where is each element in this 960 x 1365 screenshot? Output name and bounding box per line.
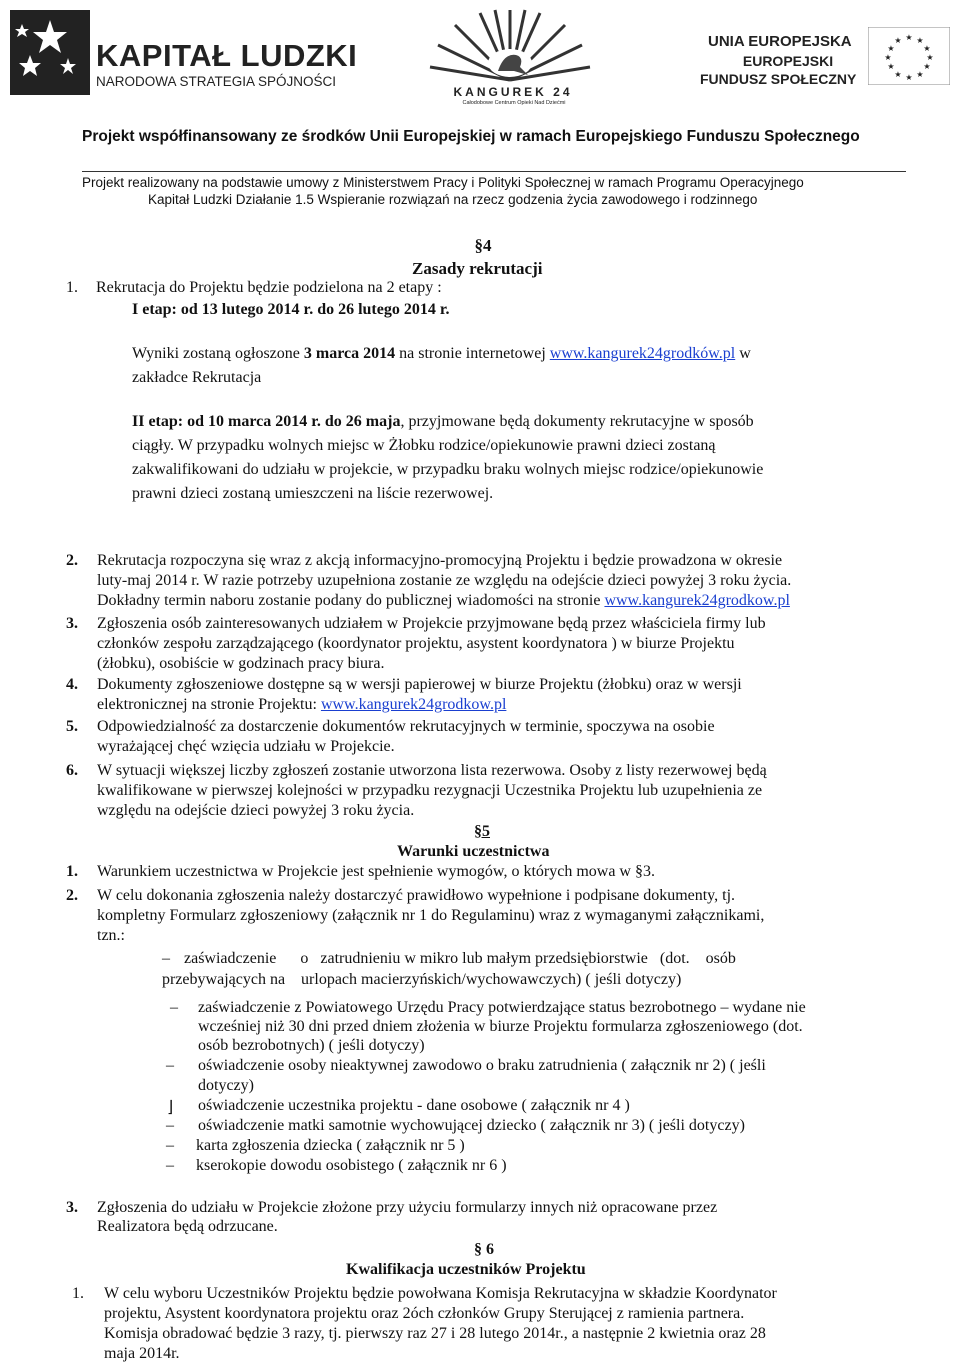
s5-bullet-3-dash: – bbox=[166, 1057, 174, 1074]
s5-p3-line2: Realizatora będą odrzucane. bbox=[97, 1218, 278, 1235]
s4-p2-number: 2. bbox=[66, 552, 78, 569]
s4-results-link[interactable]: www.kangurek24grodków.pl bbox=[549, 345, 736, 362]
s5-p3-number: 3. bbox=[66, 1199, 78, 1216]
s4-stage2-text: , przyjmowane będą dokumenty rekrutacyjne w sposób bbox=[400, 413, 754, 430]
s4-p5-line1: Odpowiedzialność za dostarczenie dokumentów rekrutacyjnych w terminie, spoczywa na osobie bbox=[97, 718, 715, 735]
s4-stage2-dates: II etap: od 10 marca 2014 r. do 26 maja bbox=[132, 413, 401, 430]
svg-text:★: ★ bbox=[905, 73, 913, 82]
section-5-title: Warunki uczestnictwa bbox=[397, 843, 550, 860]
s4-stage2-line2: ciągły. W przypadku wolnych miejsc w Żłobku rodzice/opiekunowie prawni dzieci zostaną bbox=[132, 437, 716, 454]
s4-stage1: I etap: od 13 lutego 2014 r. do 26 lutego 2014 r. bbox=[132, 301, 450, 318]
s5-bullet-3-line1: oświadczenie osoby nieaktywnej zawodowo o braku zatrudnienia ( załącznik nr 2) ( jeśli bbox=[198, 1057, 766, 1074]
s4-p5-line2: wyrażającej chęć wzięcia udziału w Projekcie. bbox=[97, 738, 395, 755]
s5-p2-line1: W celu dokonania zgłoszenia należy dostarczyć prawidłowo wypełnione i podpisane dokumenty, tj. bbox=[97, 887, 736, 904]
s4-stage2-line3: zakwalifikowani do udziału w projekcie, w przypadku braku wolnych miejsc rodzice/opiekunowie bbox=[132, 461, 764, 478]
s4-results-tab: zakładce Rekrutacja bbox=[132, 369, 262, 386]
eu-line2: EUROPEJSKI bbox=[742, 53, 834, 69]
s5-bullet-6-text: karta zgłoszenia dziecka ( załącznik nr 5 ) bbox=[196, 1137, 465, 1154]
s4-results-d: w bbox=[735, 345, 751, 362]
s4-p3-line3: (żłobku), osobiście w godzinach pracy biura. bbox=[97, 655, 385, 672]
s4-results-a: Wyniki zostaną ogłoszone bbox=[132, 345, 304, 362]
s4-p2-line1: Rekrutacja rozpoczyna się wraz z akcją informacyjno-promocyjną Projektu i będzie prowadzona w okresie bbox=[97, 552, 783, 569]
section-6-number: § 6 bbox=[474, 1241, 494, 1258]
s4-p2-line2: luty-maj 2014 r. W razie potrzeby uzupełniona zostanie ze względu na odejście dzieci powyżej 3 roku życia. bbox=[97, 572, 792, 589]
s4-p4-number: 4. bbox=[66, 676, 78, 693]
svg-text:★: ★ bbox=[884, 53, 892, 62]
s4-p4-text: elektronicznej na stronie Projektu: bbox=[97, 696, 321, 713]
s5-p2-line2: kompletny Formularz zgłoszeniowy (załącznik nr 1 do Regulaminu) wraz z wymaganymi załącznikami, bbox=[97, 907, 765, 924]
svg-text:★: ★ bbox=[887, 62, 895, 71]
svg-text:★: ★ bbox=[926, 53, 934, 62]
s6-p1-line3: Komisja obradować będzie 3 razy, tj. pierwszy raz 27 i 28 lutego 2014r., a następnie 2 kwietnia oraz 28 bbox=[104, 1325, 766, 1342]
s5-bullet-2-line3: osób bezrobotnych) ( jeśli dotyczy) bbox=[198, 1037, 425, 1054]
s4-stage2-line1 bbox=[132, 413, 754, 431]
s6-p1-line2: projektu, Asystent koordynatora projektu oraz 2óch członków Grupy Sterującej z ramienia partnera. bbox=[104, 1305, 745, 1322]
s4-stage2-line4: prawni dzieci zostaną umieszczeni na liście rezerwowej. bbox=[132, 485, 494, 502]
s4-results-line bbox=[132, 345, 751, 363]
svg-text:★: ★ bbox=[894, 36, 902, 45]
s5-bullet-7-dash: – bbox=[166, 1157, 174, 1174]
s5-bullet-4-marker: ⌋ bbox=[167, 1099, 174, 1116]
s5-bullet-1-dash: – bbox=[162, 950, 170, 967]
kapital-ludzki-emblem-icon bbox=[10, 10, 90, 95]
s4-p2-line3 bbox=[97, 592, 790, 610]
s4-p2-text: Dokładny termin naboru zostanie podany do publicznej wiadomości na stronie bbox=[97, 592, 605, 609]
s5-bullet-3-line2: dotyczy) bbox=[198, 1077, 254, 1094]
svg-text:★: ★ bbox=[905, 33, 913, 42]
section-5-number: §5 bbox=[474, 823, 490, 840]
s4-p1-number: 1. bbox=[66, 279, 78, 296]
eu-line3: FUNDUSZ SPOŁECZNY bbox=[700, 71, 857, 87]
s5-p2-number: 2. bbox=[66, 887, 78, 904]
kangurek-logo bbox=[420, 5, 600, 105]
kapital-ludzki-subtitle: NARODOWA STRATEGIA SPÓJNOŚCI bbox=[96, 74, 337, 89]
s4-p6-number: 6. bbox=[66, 762, 78, 779]
s4-p3-number: 3. bbox=[66, 615, 78, 632]
section-6-title: Kwalifikacja uczestników Projektu bbox=[346, 1261, 586, 1278]
section-4-title: Zasady rekrutacji bbox=[412, 259, 543, 278]
s4-results-c: na stronie internetowej bbox=[395, 345, 550, 362]
s5-bullet-5-dash: – bbox=[166, 1117, 174, 1134]
svg-text:★: ★ bbox=[923, 44, 931, 53]
s4-p4-line2 bbox=[97, 696, 506, 714]
s4-results-date: 3 marca 2014 bbox=[303, 345, 396, 362]
contract-line-2: Kapitał Ludzki Działanie 1.5 Wspieranie rozwiązań na rzecz godzenia życia zawodowego i rodzinnego bbox=[148, 192, 758, 207]
s5-p2-line3: tzn.: bbox=[97, 927, 125, 944]
s6-p1-line1: W celu wyboru Uczestników Projektu będzie powołwana Komisja Rekrutacyjna w składzie Koordynator bbox=[104, 1285, 777, 1302]
s5-bullet-2-line2: wcześniej niż 30 dni przed dniem złożenia w biurze Projektu formularza zgłoszeniowego (dot. bbox=[198, 1018, 803, 1035]
s5-bullet-7-text: kserokopie dowodu osobistego ( załącznik nr 6 ) bbox=[196, 1157, 507, 1174]
s4-p5-number: 5. bbox=[66, 718, 78, 735]
s5-bullet-1-line2: przebywających na urlopach macierzyńskich/wychowawczych) ( jeśli dotyczy) bbox=[162, 971, 682, 988]
s4-p1-text: Rekrutacja do Projektu będzie podzielona na 2 etapy : bbox=[96, 279, 442, 296]
s5-p1-text: Warunkiem uczestnictwa w Projekcie jest spełnienie wymogów, o których mowa w §3. bbox=[97, 863, 655, 880]
svg-text:★: ★ bbox=[894, 70, 902, 79]
s6-p1-line4: maja 2014r. bbox=[104, 1345, 180, 1362]
s5-p1-number: 1. bbox=[66, 863, 78, 880]
eu-line1: UNIA EUROPEJSKA bbox=[708, 33, 852, 50]
s5-bullet-2-dash: – bbox=[170, 999, 178, 1016]
svg-text:★: ★ bbox=[887, 44, 895, 53]
header-divider bbox=[82, 171, 906, 172]
kapital-ludzki-title: KAPITAŁ LUDZKI bbox=[96, 38, 358, 73]
s5-bullet-5-text: oświadczenie matki samotnie wychowującej dziecko ( załącznik nr 3) ( jeśli dotyczy) bbox=[198, 1117, 745, 1134]
eu-logo bbox=[700, 25, 950, 95]
s4-p6-line1: W sytuacji większej liczby zgłoszeń zostanie utworzona lista rezerwowa. Osoby z listy rezerwowej będą bbox=[97, 762, 767, 779]
kangurek-name: KANGUREK 24 bbox=[453, 85, 573, 99]
eu-flag-icon bbox=[868, 27, 950, 85]
svg-text:★: ★ bbox=[916, 36, 924, 45]
s4-p6-line3: względu na odejście dzieci powyżej 3 roku życia. bbox=[97, 802, 415, 819]
s5-p3-line1: Zgłoszenia do udziału w Projekcie złożone przy użyciu formularzy innych niż opracowane przez bbox=[97, 1199, 718, 1216]
section-4-number: §4 bbox=[474, 236, 492, 255]
s5-bullet-2-line1: zaświadczenie z Powiatowego Urzędu Pracy potwierdzające status bezrobotnego – wydane nie bbox=[198, 999, 806, 1016]
contract-line-1: Projekt realizowany na podstawie umowy z Ministerstwem Pracy i Polityki Społecznej w ramach Programu Operacyjnego bbox=[82, 175, 804, 190]
s5-bullet-6-dash: – bbox=[166, 1137, 174, 1154]
s4-p2-link[interactable]: www.kangurek24grodkow.pl bbox=[604, 592, 790, 609]
cofinance-banner: Projekt współfinansowany ze środków Unii Europejskiej w ramach Europejskiego Funduszu Społecznego bbox=[82, 128, 860, 145]
s4-p3-line2: członków zespołu zarządzającego (koordynator projektu, asystent koordynatora ) w biurze Projektu bbox=[97, 635, 735, 652]
kapital-ludzki-logo bbox=[10, 10, 358, 95]
kangaroo-sunburst-icon bbox=[420, 5, 600, 85]
s4-p4-link[interactable]: www.kangurek24grodkow.pl bbox=[320, 696, 507, 713]
kangurek-tagline: Całodobowe Centrum Opieki Nad Dziećmi bbox=[462, 100, 566, 106]
s5-bullet-4-text: oświadczenie uczestnika projektu - dane osobowe ( załącznik nr 4 ) bbox=[198, 1097, 630, 1114]
s6-p1-number: 1. bbox=[72, 1285, 84, 1302]
s4-p3-line1: Zgłoszenia osób zainteresowanych udziałem w Projekcie przyjmowane będą przez właściciela firmy lub bbox=[97, 615, 766, 632]
s5-bullet-1-line1: zaświadczenie o zatrudnieniu w mikro lub małym przedsiębiorstwie (dot. osób bbox=[184, 950, 736, 967]
svg-text:★: ★ bbox=[923, 62, 931, 71]
s4-p6-line2: kwalifikowane w pierwszej kolejności w przypadku rezygnacji Uczestnika Projektu lub uzupełnienia ze bbox=[97, 782, 763, 799]
svg-text:★: ★ bbox=[916, 70, 924, 79]
s4-p4-line1: Dokumenty zgłoszeniowe dostępne są w wersji papierowej w biurze Projektu (żłobku) oraz w wersji bbox=[97, 676, 742, 693]
